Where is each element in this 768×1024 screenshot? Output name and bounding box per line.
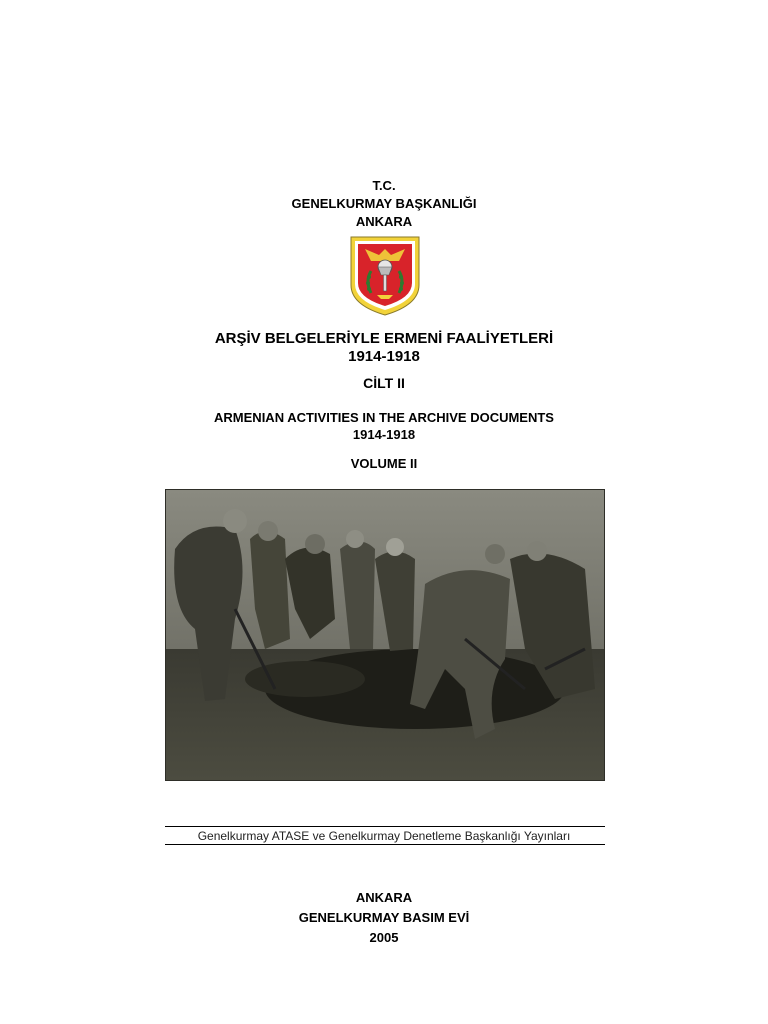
footer-block <box>0 888 768 948</box>
publisher-rule-top <box>165 826 605 827</box>
turkish-volume: CİLT II <box>363 375 405 391</box>
publisher-line: Genelkurmay ATASE ve Genelkurmay Denetleme Başkanlığı Yayınları <box>197 829 571 843</box>
turkish-title-years: 1914-1918 <box>348 348 420 365</box>
historical-photo-soldiers-digging <box>165 489 605 781</box>
english-title-years: 1914-1918 <box>352 427 416 442</box>
footer-city: ANKARA <box>355 890 413 905</box>
header-line-institution: GENELKURMAY BAŞKANLIĞI <box>291 196 477 211</box>
publisher-rule-bottom <box>165 844 605 845</box>
turkish-title-block <box>0 330 768 366</box>
english-title: ARMENIAN ACTIVITIES IN THE ARCHIVE DOCUMENTS <box>214 410 554 425</box>
footer-press: GENELKURMAY BASIM EVİ <box>298 910 470 925</box>
header-line-city: ANKARA <box>355 214 413 229</box>
header-line-tc: T.C. <box>372 178 396 193</box>
footer-year: 2005 <box>369 930 399 945</box>
english-volume: VOLUME II <box>350 456 418 471</box>
general-staff-emblem-icon <box>349 235 421 317</box>
english-title-block <box>0 409 768 443</box>
header-block <box>0 177 768 231</box>
turkish-title: ARŞİV BELGELERİYLE ERMENİ FAALİYETLERİ <box>214 330 554 347</box>
